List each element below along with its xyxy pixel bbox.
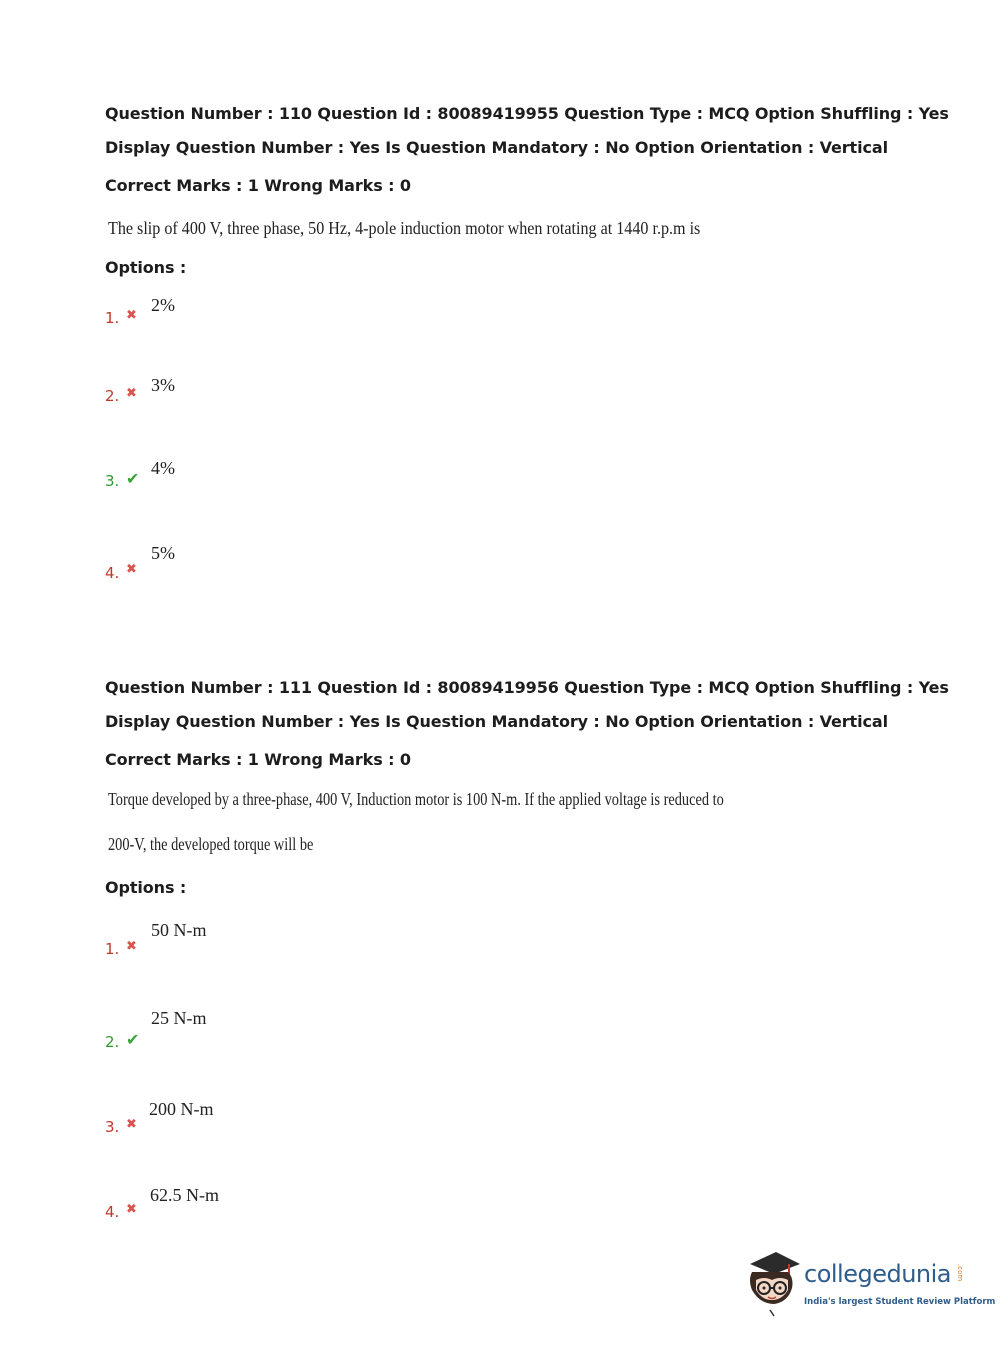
- q111-meta-line2: Display Question Number : Yes Is Question Mandatory : No Option Orientation : Vertical: [105, 712, 888, 731]
- q110-option-3-text: 4%: [151, 458, 175, 478]
- q111-option-2-number: 2.: [105, 1033, 120, 1051]
- q110-option-3-number: 3.: [105, 472, 120, 490]
- q110-meta-line1: Question Number : 110 Question Id : 80089419955 Question Type : MCQ Option Shuffling : Yes: [105, 104, 949, 123]
- correct-check-icon: ✔: [126, 469, 140, 488]
- wrong-cross-icon: ✖: [126, 939, 137, 954]
- q111-options-label: Options :: [105, 878, 187, 897]
- wrong-cross-icon: ✖: [126, 308, 137, 323]
- q111-option-2-text: 25 N-m: [151, 1008, 207, 1028]
- wrong-cross-icon: ✖: [126, 1202, 137, 1217]
- wrong-cross-icon: ✖: [126, 1117, 137, 1132]
- q110-option-1-number: 1.: [105, 309, 120, 327]
- q111-option-4-number: 4.: [105, 1203, 120, 1221]
- q110-option-2-text: 3%: [151, 375, 175, 395]
- q111-question-text-line2: 200-V, the developed torque will be: [108, 834, 314, 854]
- q110-question-text: The slip of 400 V, three phase, 50 Hz, 4-pole induction motor when rotating at 1440 r.p.m is: [108, 218, 701, 238]
- q110-meta-line2: Display Question Number : Yes Is Question Mandatory : No Option Orientation : Vertical: [105, 138, 888, 157]
- q110-option-4-number: 4.: [105, 564, 120, 582]
- q111-option-3-number: 3.: [105, 1118, 120, 1136]
- logo-wordmark: collegedunia: [804, 1260, 952, 1288]
- q111-meta-line1: Question Number : 111 Question Id : 80089419956 Question Type : MCQ Option Shuffling : Yes: [105, 678, 949, 697]
- q110-option-2-number: 2.: [105, 387, 120, 405]
- q111-option-3-text: 200 N-m: [149, 1099, 214, 1119]
- mascot-icon: [742, 1250, 804, 1318]
- collegedunia-logo: [742, 1250, 996, 1320]
- q111-question-text-line1: Torque developed by a three-phase, 400 V, Induction motor is 100 N-m. If the applied voltage is reduced to: [108, 789, 724, 809]
- q110-option-1-text: 2%: [151, 295, 175, 315]
- correct-check-icon: ✔: [126, 1030, 140, 1049]
- q111-option-1-number: 1.: [105, 940, 120, 958]
- wrong-cross-icon: ✖: [126, 562, 137, 577]
- q110-options-label: Options :: [105, 258, 187, 277]
- logo-domain-suffix: .com: [956, 1264, 964, 1282]
- q110-marks: Correct Marks : 1 Wrong Marks : 0: [105, 176, 411, 195]
- q111-option-4-text: 62.5 N-m: [150, 1185, 219, 1205]
- q110-option-4-text: 5%: [151, 543, 175, 563]
- logo-tagline: India's largest Student Review Platform: [804, 1297, 996, 1307]
- q111-option-1-text: 50 N-m: [151, 920, 207, 940]
- wrong-cross-icon: ✖: [126, 386, 137, 401]
- q111-marks: Correct Marks : 1 Wrong Marks : 0: [105, 750, 411, 769]
